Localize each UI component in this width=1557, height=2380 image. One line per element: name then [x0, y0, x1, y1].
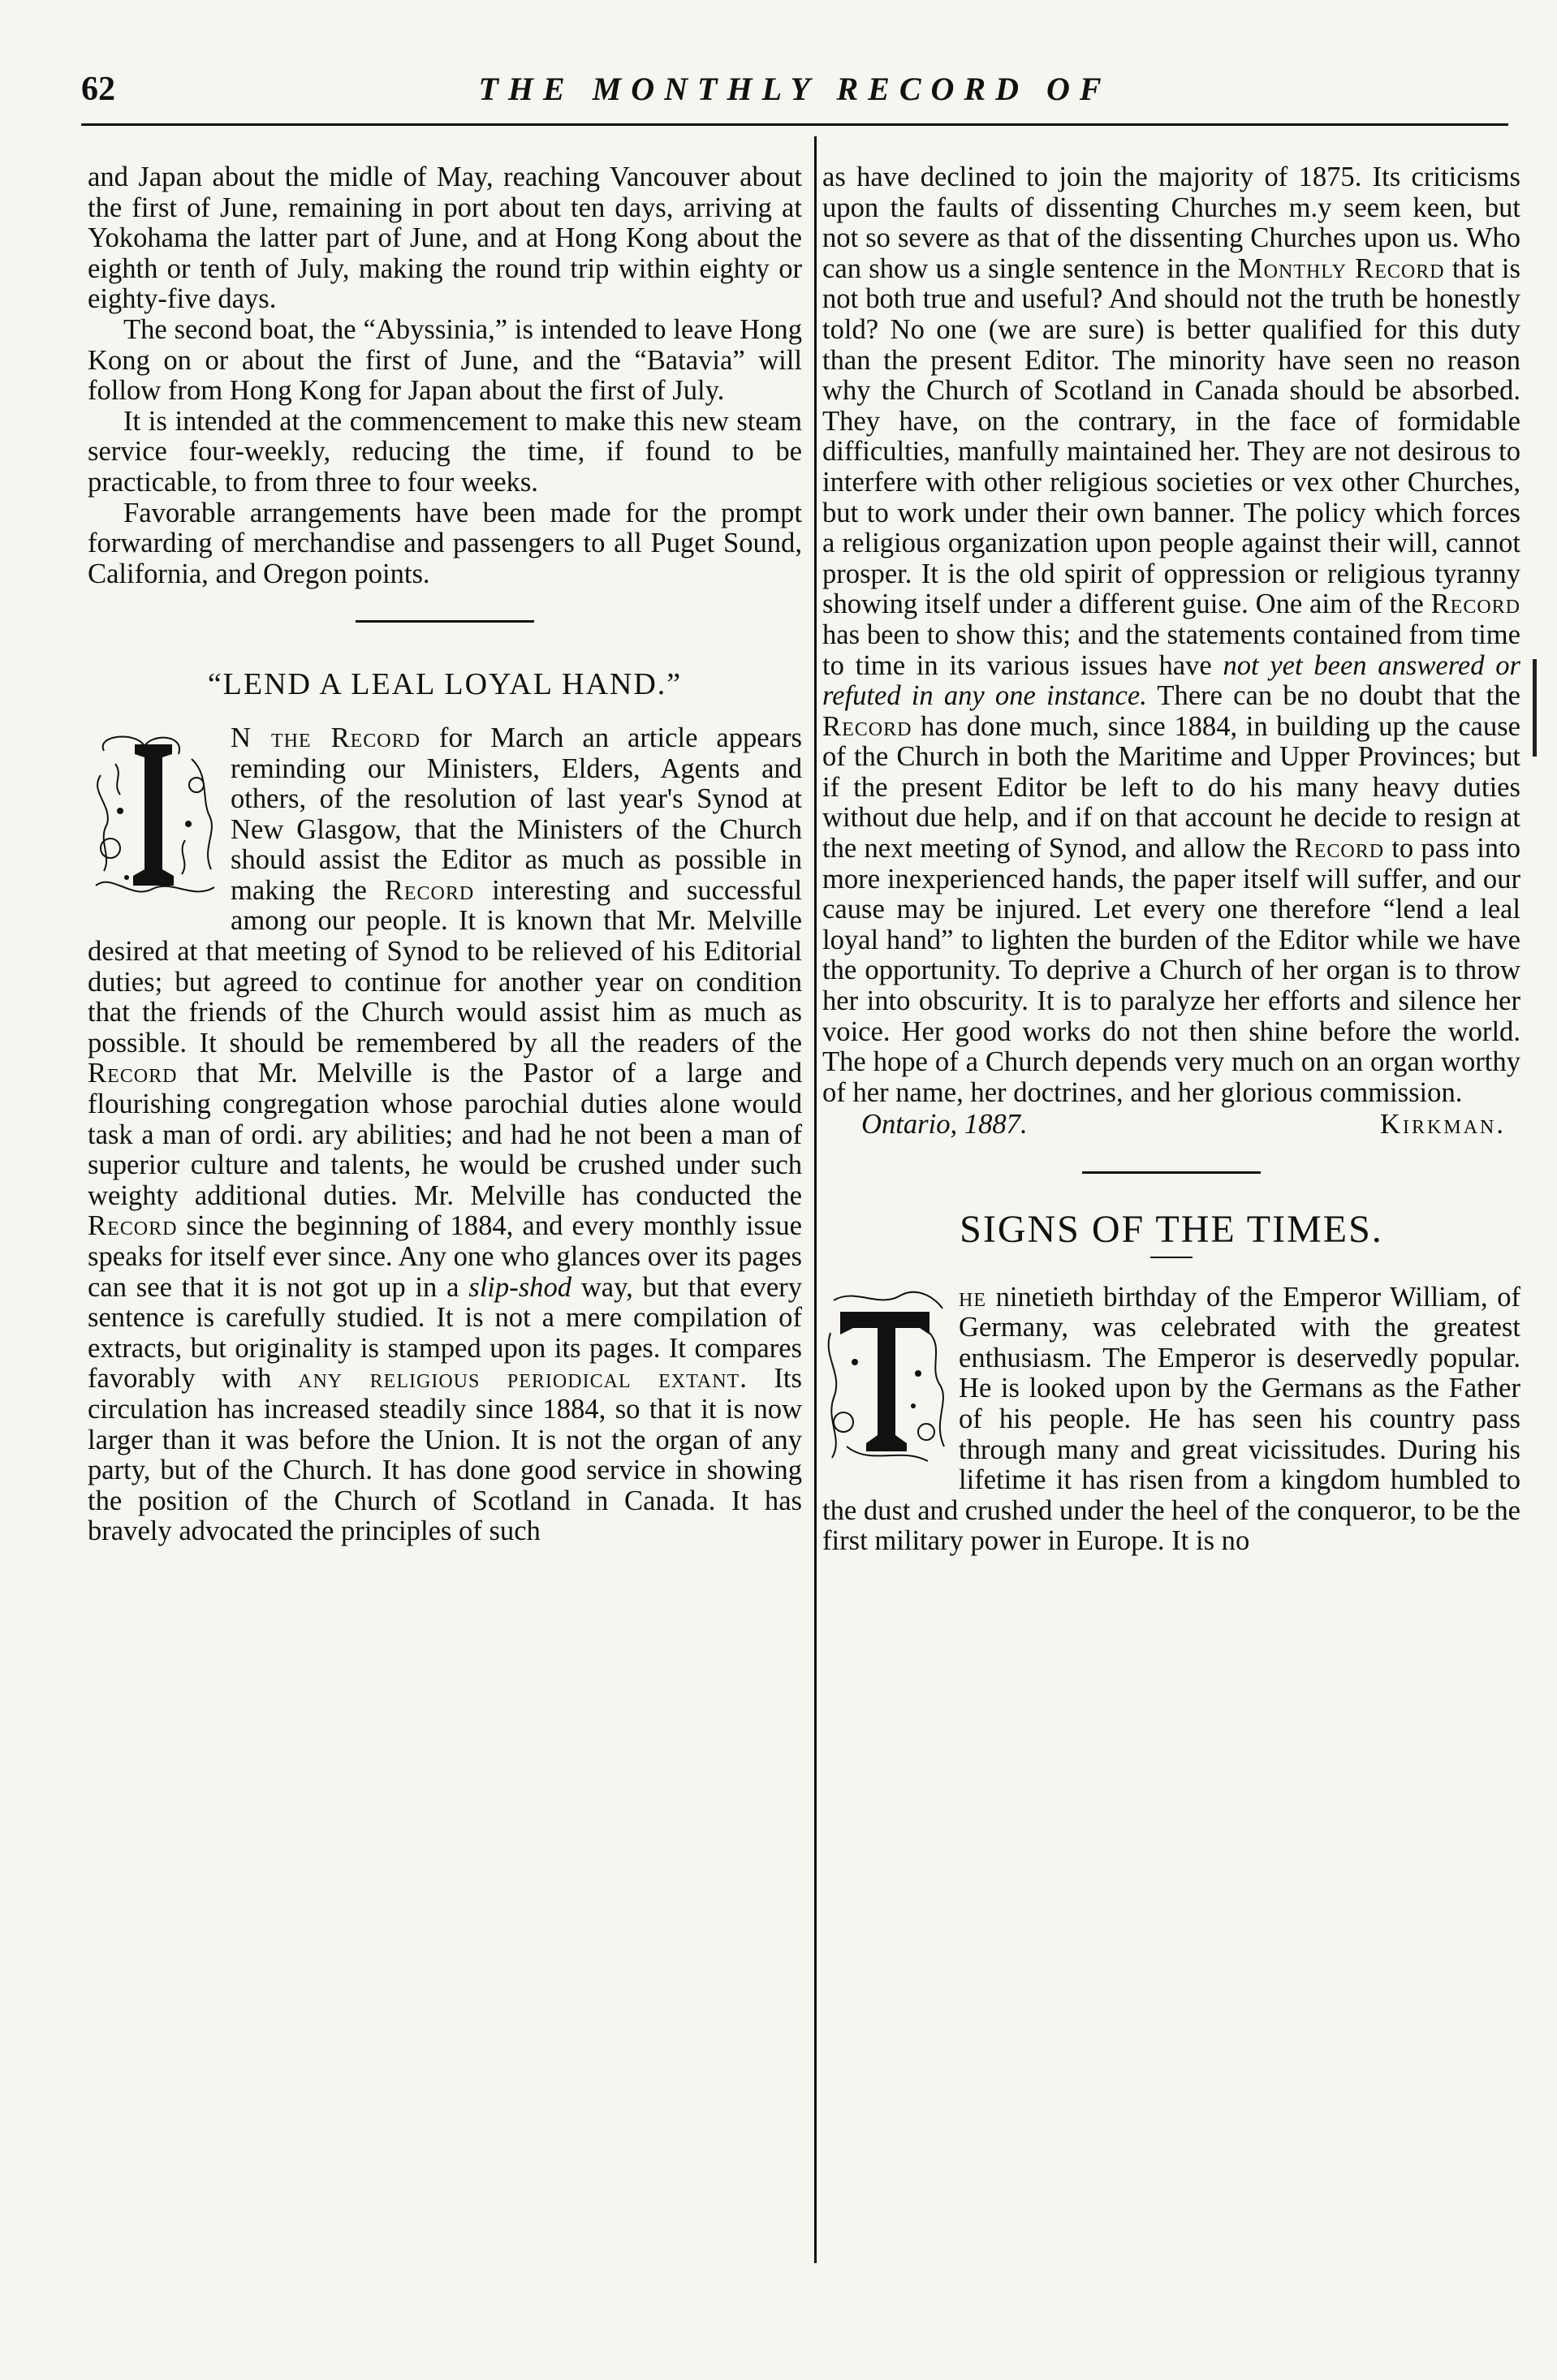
ornamental-initial-t-icon: [822, 1284, 947, 1469]
text-run: since the beginning of 1884, and every monthly issue speaks for itself ever since. Any one who glances over its pages can see that it is not got up in a: [88, 1210, 802, 1303]
text-run: interesting and successful among our people. It is known that Mr. Melville desired at that meeting of Synod to be relieved of his Editorial duties; but agreed to continue for another year on condition that the friends of the Church would assist him as much as possible. It should be remembered by all the readers of the: [88, 874, 802, 1058]
record-word: Record: [1430, 589, 1520, 620]
record-word: Record: [384, 874, 475, 906]
text-run: ninetieth birthday of the Emperor William, of Germany, was celebrated with the greatest enthusiasm. The Emperor is deservedly popular. He is looked upon by the Germans as the Father of his people. He has seen his country pass through many and great vicissitudes. During his lifetime it has risen from a kingdom humbled to the dust and crushed under the heel of the conqueror, to be the first military power in Europe. It is no: [822, 1281, 1520, 1557]
left-column: [88, 162, 802, 1547]
running-title: THE MONTHLY RECORD OF: [478, 71, 1111, 107]
record-word: Record: [88, 1058, 178, 1089]
text-run: has been to show this; and the statements contained from time to time in its various issues have: [822, 619, 1520, 681]
italic-phrase: not yet been answered or refuted in any one instance.: [822, 649, 1520, 712]
text-run: he: [959, 1281, 986, 1313]
right-column: [822, 162, 1520, 1557]
paragraph: It is intended at the commencement to make this new steam service four-weekly, reducing the time, if found to be practicable, to from three to four weeks.: [88, 405, 802, 498]
paragraph: The second boat, the “Abyssinia,” is intended to leave Hong Kong on or about the first of June, and the “Batavia” will follow from Hong Kong for Japan about the first of July.: [88, 313, 802, 407]
text-run: for March an article appears reminding our Ministers, Elders, Agents and others, of the resolution of last year's Synod at New Glasgow, that the Ministers of the Church should assist the Editor as much as possible in making the: [231, 722, 802, 906]
text-run: There can be no doubt that the: [1146, 680, 1520, 712]
record-word: Record: [1294, 833, 1385, 864]
page-number: 62: [81, 71, 115, 108]
record-word: Record: [822, 710, 912, 742]
record-word: Record: [88, 1210, 178, 1242]
text-run: to pass into more inexperienced hands, the paper itself will suffer, and our cause may be injured. Let every one therefore “lend a leal loyal hand” to lighten the burden of the Editor while we have the opportunity. To deprive a Church of her organ is to throw her into obscurity. It is to paralyze her efforts and silence her voice. Her good works do not then shine before the world. The hope of a Church depends very much on an organ worthy of her name, her doctrines, and her glorious commission.: [822, 833, 1520, 1108]
text-run: N the: [231, 722, 331, 753]
section-separator: [356, 620, 534, 623]
header-rule: [81, 123, 1508, 126]
italic-word: slip-shod: [468, 1271, 572, 1303]
monthly-record-word: Monthly Record: [1237, 252, 1445, 284]
signature-place: Ontario, 1887.: [861, 1109, 1028, 1140]
article-body-continued: [822, 162, 1520, 1108]
ornamental-initial-i-icon: [88, 727, 219, 907]
margin-mark: [1533, 659, 1537, 757]
signature-name: Kirkman.: [1380, 1109, 1506, 1140]
record-word: Record: [330, 722, 421, 753]
article-body: [88, 723, 802, 1547]
section-separator: [1082, 1171, 1261, 1174]
article-title: “LEND A LEAL LOYAL HAND.”: [207, 667, 683, 702]
text-run: Its circulation has increased steadily since 1884, so that it is now larger than it was before the Union. It is not the organ of any party, but of the Church. It has done good service in showing the position of the Church of Scotland in Canada. It has bravely advocated the principles of such: [88, 1363, 802, 1547]
text-run: that Mr. Melville is the Pastor of a large and flourishing congregation whose parochial duties alone would task a man of ordi. ary abilities; and had he not been a man of superior culture and talents, he would be crushed under such weighty additional duties. Mr. Melville has conducted the: [88, 1058, 802, 1211]
column-divider: [814, 136, 817, 2263]
text-run: as have declined to join the majority of 1875. Its criticisms upon the faults of dissenting Churches m.y seem keen, but not so severe as that of the dissenting Churches upon us. Who can show us a single sentence in the: [822, 162, 1520, 284]
text-run: that is not both true and useful? And should not the truth be honestly told? No one (we are sure) is better qualified for this duty than the present Editor. The minority have seen no reason why the Church of Scotland in Canada should be absorbed. They have, on the contrary, in the face of formidable difficulties, manfully maintained her. They are not desirous to interfere with other religious societies or vex other Churches, but to work under their own banner. The policy which forces a religious organization upon people against their will, cannot prosper. It is the old spirit of oppression or religious tyranny showing itself under a different guise. One aim of the: [822, 252, 1520, 620]
title-rule: [1150, 1257, 1193, 1258]
article-title: SIGNS OF THE TIMES.: [960, 1208, 1383, 1251]
text-run: has done much, since 1884, in building up the cause of the Church in both the Maritime and Upper Provinces; but if the present Editor be left to do his many heavy duties without due help, and if on that account he decide to resign at the next meeting of Synod, and allow the: [822, 710, 1520, 864]
paragraph: and Japan about the midle of May, reaching Vancouver about the first of June, remaining in port about ten days, arriving at Yokohama the latter part of June, and at Hong Kong about the eighth or tenth of July, making the round trip within eighty or eighty-five days.: [88, 162, 802, 315]
signature-line: [822, 1110, 1520, 1140]
small-caps-phrase: any religious periodical extant.: [298, 1363, 748, 1395]
page-header: [81, 70, 1508, 119]
paragraph: Favorable arrangements have been made for the prompt forwarding of merchandise and passengers to all Puget Sound, California, and Oregon points.: [88, 497, 802, 589]
article-body: [822, 1283, 1520, 1557]
text-run: way, but that every sentence is carefully studied. It is not a mere compilation of extracts, but originality is stamped upon its pages. It compares favorably with: [88, 1271, 802, 1395]
